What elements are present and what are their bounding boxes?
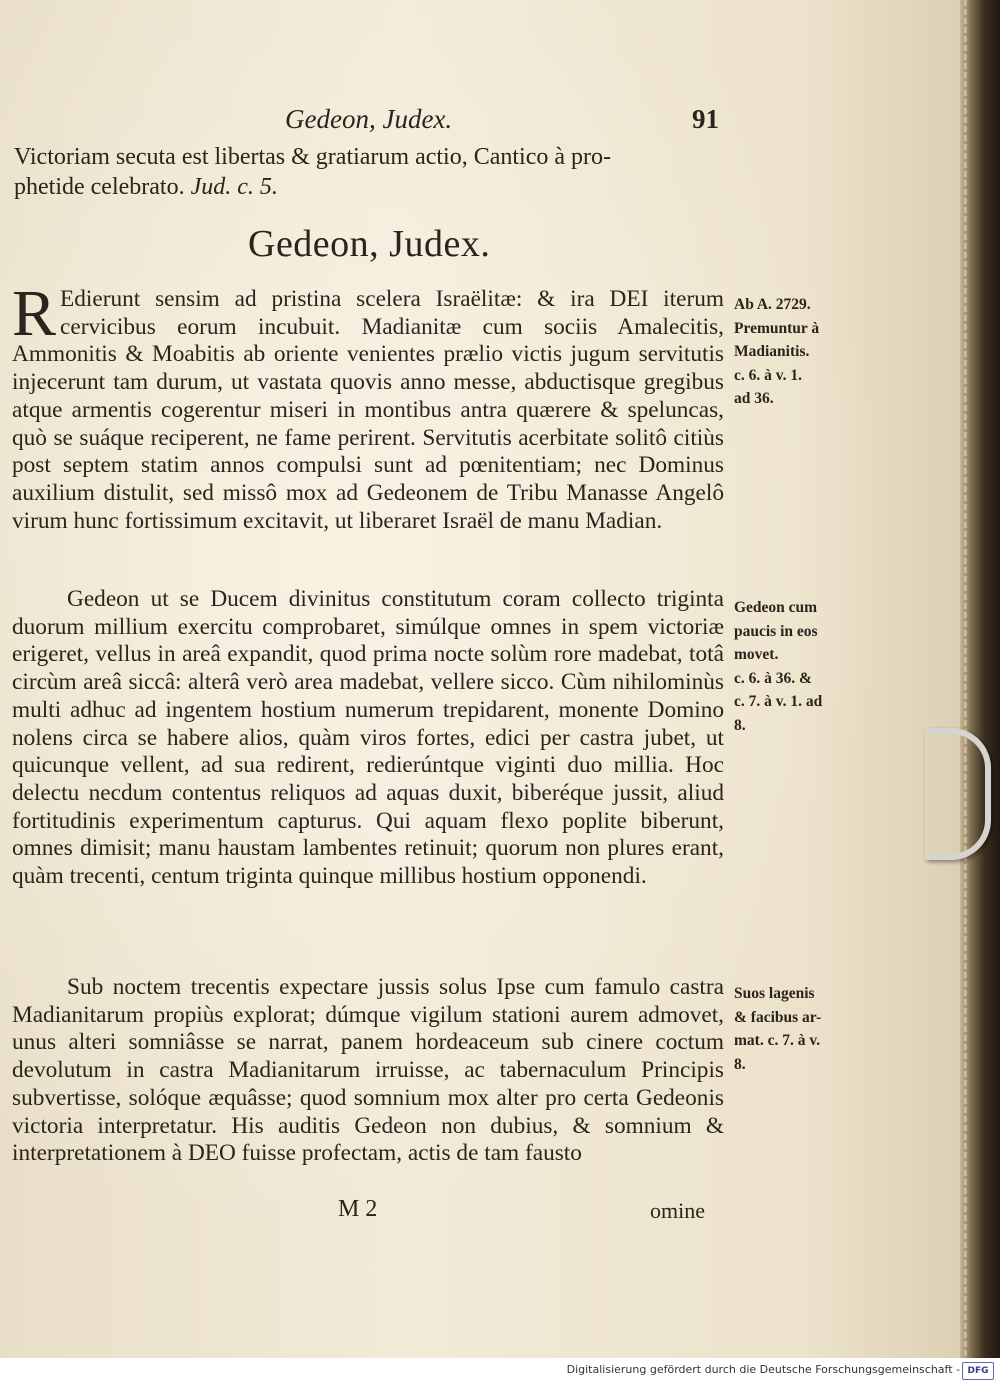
drop-capital: R: [12, 277, 57, 350]
footer-bar: [0, 1358, 1000, 1383]
paragraph-1: [12, 277, 724, 535]
running-head-title: Gedeon, Judex.: [285, 104, 453, 134]
paragraph-2-text: Gedeon ut se Ducem divinitus constitutum coram collecto triginta duorum millium exercitu comprobaret, simúlque omnes in spem victoriæ erigeret, vellus in areâ expandit, quod prima nocte solùm rore madebat, totâ circùm areâ siccâ: alterâ verò area madebat, vellere sicco. Cùm nihilominùs multi adhuc ad ingentem hostium numerum trepidarent, monente Domino nolens circa se habere alios, quàm viros fortes, edici per castra jubet, ut quicunque vellent, ad sua redirent, redierúntque viginti duo millia. Hoc delectu necdum contentus reliquos ad aquas duxit, biberéque jussit, aliud fortitudinis experimentum capturus. Qui aquam flexo poplite biberunt, omnes dimisit; manu haustam lambentes retinuit; quorum non plures erant, quàm trecenti, centum triginta quinque millibus hostium opponendi.: [12, 586, 724, 890]
margin-note-3: [734, 982, 849, 1076]
margin-note-line: & facibus ar-: [734, 1008, 822, 1026]
page-number: 91: [692, 104, 719, 134]
margin-note-line: paucis in eos: [734, 622, 818, 640]
margin-note-line: Ab A. 2729.: [734, 296, 811, 313]
dfg-logo-icon: DFG: [962, 1362, 994, 1380]
continuation-text: [14, 142, 724, 202]
running-head: [0, 104, 730, 140]
margin-note-line: 8.: [734, 716, 746, 734]
margin-note-line: movet.: [734, 646, 779, 663]
margin-note-line: Premuntur à: [734, 319, 820, 337]
paragraph-2: [12, 586, 724, 891]
catchword: omine: [650, 1198, 705, 1223]
paragraph-3: [12, 974, 724, 1168]
margin-note-line: mat. c. 7. à v.: [734, 1032, 821, 1049]
continuation-line-1: Victoriam secuta est libertas & gratiarum actio, Cantico à pro-: [14, 144, 612, 170]
margin-note-line: c. 7. à v. 1. ad: [734, 693, 823, 710]
paragraph-3-text: Sub noctem trecentis expectare jussis solus Ipse cum famulo castra Madianitarum propiùs explorat; dúmque vigilum stationi aurem admovet, unus alteri somniâsse se narrat, panem hordeaceum sub cinere coctum devolutum in castra Madianitarum irruisse, ac tabernaculum Principis subvertisse, solóque æquâsse; quod somnium mox alter pro certa Gedeonis victoria interpretatur. His auditis Gedeon non dubius, & somnium & interpretationem à DEO fuisse profectam, actis de tam fausto: [12, 974, 724, 1167]
paper-clip: [925, 728, 991, 860]
margin-note-line: 8.: [734, 1055, 746, 1073]
margin-note-line: Gedeon cum: [734, 599, 818, 616]
paragraph-1-text: Edierunt sensim ad pristina scelera Israëlitæ: & ira DEI iterum cervicibus eorum incubuit. Madianitæ cum sociis Amalecitis, Ammonitis & Moabitis ab oriente venientes prælio victis jugum servitutis injecerunt tam durum, ut vastata quovis anno messe, abductisque gregibus atque armentis cogerentur miseri in montibus antra quærere & speluncas, quò se suáque reciperent, ne fame perirent. Servitutis acerbitate solitô citiùs post septem statim annos compulsi sunt ad pœnitentiam; nec Dominus auxilium distulit, sed missô mox ad Gedeonem de Tribu Manasse Angelô virum hunc fortissimum excitavit, ut liberaret Israël de manu Madian.: [12, 286, 724, 534]
continuation-line-2: phetide celebrato. Jud. c. 5.: [14, 174, 278, 200]
margin-note-line: Suos lagenis: [734, 985, 815, 1002]
margin-note-line: c. 6. à v. 1.: [734, 366, 803, 384]
section-title: Gedeon, Judex.: [248, 223, 491, 265]
margin-note-line: c. 6. à 36. &: [734, 669, 812, 687]
margin-note-line: Madianitis.: [734, 343, 810, 360]
funding-credit: Digitalisierung gefördert durch die Deutsche Forschungsgemeinschaft -: [566, 1363, 960, 1376]
book-page-edge: [960, 0, 1000, 1358]
signature-mark: M 2: [338, 1196, 378, 1222]
margin-note-2: [734, 596, 849, 737]
margin-note-1: [734, 293, 849, 411]
scripture-reference: Jud. c. 5.: [190, 174, 278, 200]
margin-note-line: ad 36.: [734, 390, 774, 407]
